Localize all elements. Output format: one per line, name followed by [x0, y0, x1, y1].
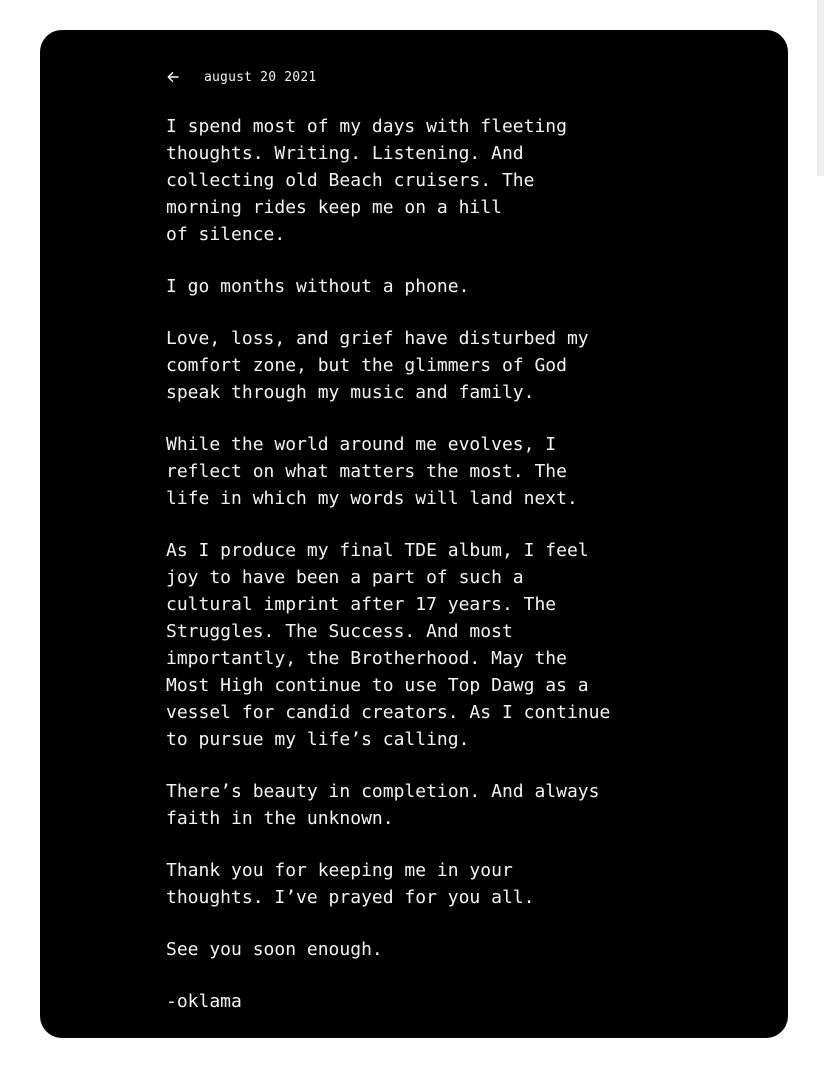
scrollbar[interactable] — [817, 0, 824, 176]
letter-paragraph: As I produce my final TDE album, I feel joy to have been a part of such a cultural imprint after 17 years. The Struggles. The Success. And most importantly, the Brotherhood. May the Most High continue to use Top Dawg as a vessel for candid creators. As I continue to pursue my life’s calling. — [166, 540, 611, 750]
letter-paragraph: There’s beauty in completion. And always faith in the unknown. — [166, 781, 600, 829]
letter-paragraph: While the world around me evolves, I reflect on what matters the most. The life in which my words will land next. — [166, 434, 578, 509]
letter-paragraph: Thank you for keeping me in your thoughts. I’ve prayed for you all. — [166, 860, 535, 908]
back-button[interactable] — [166, 70, 180, 84]
letter-body — [166, 113, 766, 1015]
letter-paragraph: I spend most of my days with fleeting thoughts. Writing. Listening. And collecting old Beach cruisers. The morning rides keep me on a hill of silence. — [166, 116, 567, 245]
letter-paragraph: Love, loss, and grief have disturbed my comfort zone, but the glimmers of God speak through my music and family. — [166, 328, 589, 403]
letter-card — [40, 30, 788, 1038]
arrow-left-icon — [167, 71, 179, 83]
letter-date: august 20 2021 — [204, 69, 317, 85]
letter-paragraph: I go months without a phone. — [166, 276, 470, 297]
letter-signature: -oklama — [166, 991, 242, 1012]
letter-header — [166, 66, 316, 88]
letter-paragraph: See you soon enough. — [166, 939, 383, 960]
